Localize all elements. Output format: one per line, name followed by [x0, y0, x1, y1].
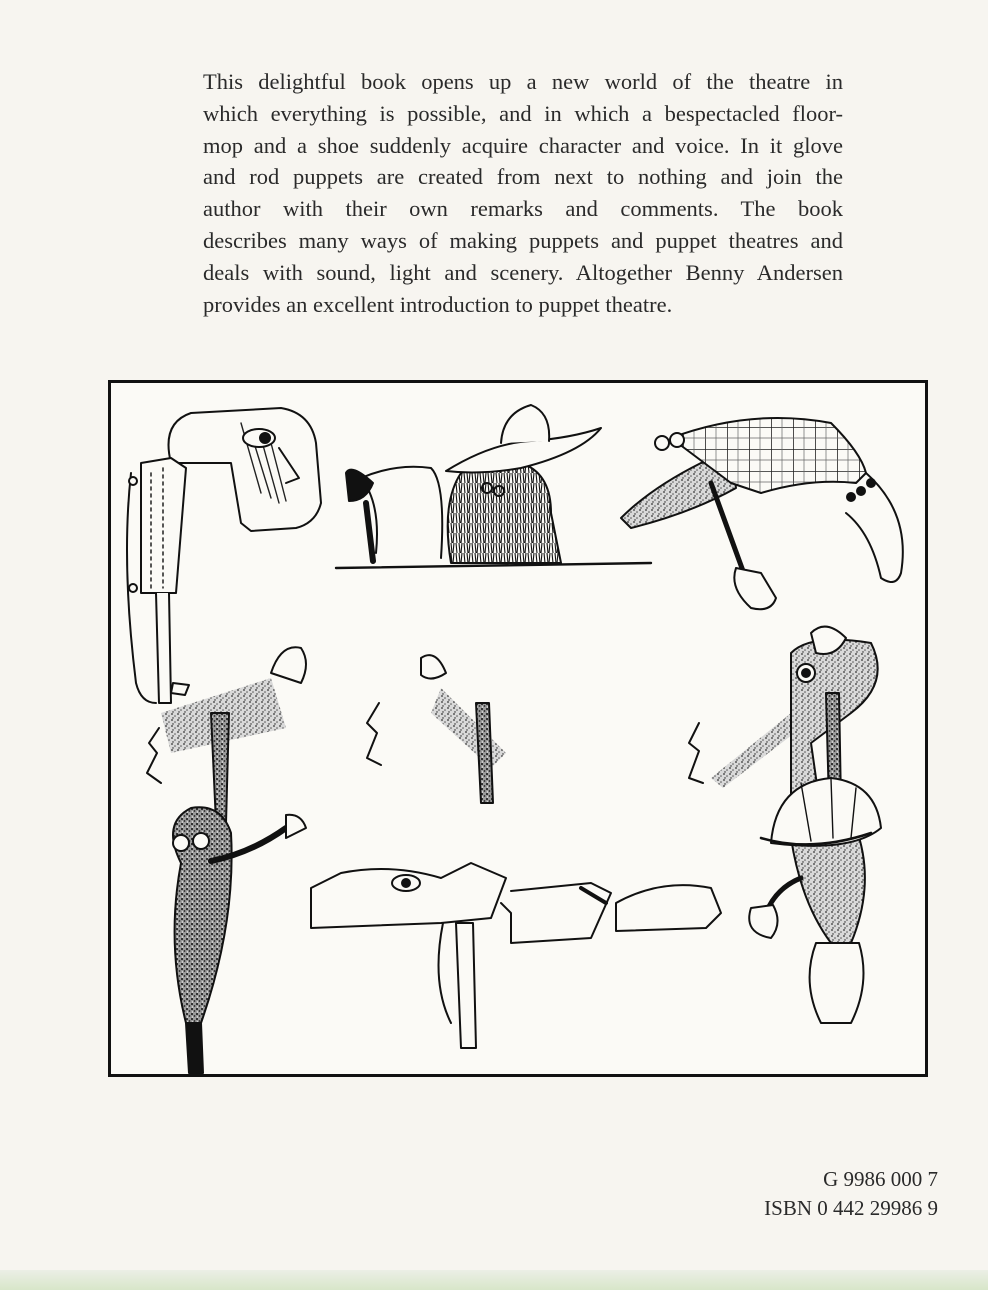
blurb-line: describes many ways of making puppets and puppet theatres and: [203, 227, 843, 253]
blurb-line: provides an excellent introduction to puppet theatre.: [203, 291, 673, 317]
blurb-line: and rod puppets are created from next to nothing and join the: [203, 164, 843, 190]
puppet-illustration: [111, 383, 925, 1074]
blurb-line: author with their own remarks and comments. The book: [203, 196, 843, 222]
isbn-number: ISBN 0 442 29986 9: [764, 1196, 938, 1220]
catalogue-number: G 9986 000 7: [823, 1167, 938, 1191]
sponge-puppet-with-pipe: [173, 807, 306, 1073]
blurb-line: mop and a shoe suddenly acquire character and voice. In it glove: [203, 132, 843, 158]
catalogue-codes: [764, 1165, 938, 1223]
puppet-in-cap-with-pipe: [749, 778, 881, 1023]
cover-edge: [0, 1270, 988, 1290]
puppets-with-lamp-and-light-beams: [147, 627, 878, 823]
blurb-line: deals with sound, light and scenery. Altogether Benny Andersen: [203, 259, 843, 285]
bespectacled-floor-mop-with-checked-cloth: [621, 418, 903, 609]
back-cover-blurb: [203, 66, 843, 320]
crocodile-box-puppet: [311, 863, 721, 1048]
shoe-and-hatted-mop-puppets: [336, 405, 651, 568]
blurb-line: This delightful book opens up a new world of the theatre in: [203, 69, 843, 94]
puppet-illustration-frame: [108, 380, 928, 1077]
blurb-line: which everything is possible, and in which a bespectacled floor-: [203, 100, 843, 126]
